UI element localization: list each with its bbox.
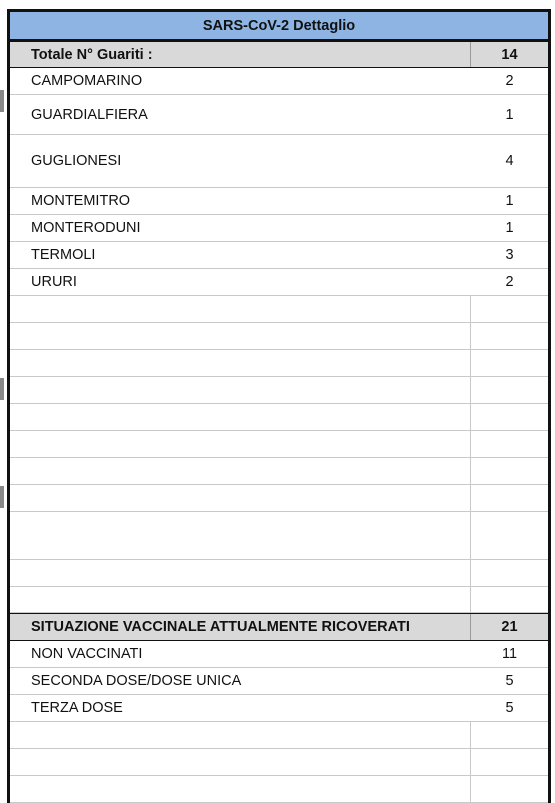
vaccination-header-row	[10, 613, 548, 641]
row-municipality: MONTEMITRO	[31, 193, 131, 209]
row-vaccination-status: SECONDA DOSE/DOSE UNICA	[31, 673, 242, 689]
table-row	[10, 641, 548, 668]
empty-row	[10, 404, 548, 431]
left-edge-mark	[0, 90, 4, 112]
table-row	[10, 668, 548, 695]
row-count: 1	[505, 106, 514, 123]
left-edge-mark	[0, 378, 4, 400]
row-count: 2	[505, 274, 514, 290]
row-municipality: URURI	[31, 274, 77, 290]
detail-table	[7, 9, 551, 803]
table-row	[10, 68, 548, 95]
table-row	[10, 242, 548, 269]
empty-row	[10, 722, 548, 749]
table-row	[10, 215, 548, 242]
empty-row	[10, 377, 548, 404]
row-municipality: CAMPOMARINO	[31, 73, 143, 89]
row-municipality: GUARDIALFIERA	[31, 106, 148, 123]
table-row	[10, 188, 548, 215]
empty-row	[10, 458, 548, 485]
row-count: 2	[505, 73, 514, 89]
empty-row	[10, 431, 548, 458]
recovered-header-value: 14	[501, 46, 518, 63]
row-count: 1	[505, 220, 514, 236]
row-municipality: TERMOLI	[31, 247, 96, 263]
empty-row	[10, 776, 548, 803]
empty-row	[10, 560, 548, 587]
row-count: 1	[505, 193, 514, 209]
recovered-header-label: Totale N° Guariti :	[10, 42, 471, 67]
table-row	[10, 269, 548, 296]
empty-row	[10, 587, 548, 613]
row-count: 3	[505, 247, 514, 263]
row-municipality: MONTERODUNI	[31, 220, 141, 236]
row-count: 5	[505, 700, 514, 716]
row-count: 11	[501, 646, 518, 662]
empty-row	[10, 485, 548, 512]
vaccination-header-label: SITUAZIONE VACCINALE ATTUALMENTE RICOVERATI	[10, 614, 471, 640]
empty-row	[10, 323, 548, 350]
row-count: 4	[505, 153, 514, 169]
empty-row	[10, 512, 548, 560]
row-vaccination-status: NON VACCINATI	[31, 646, 143, 662]
empty-row	[10, 749, 548, 776]
table-row	[10, 95, 548, 135]
table-row	[10, 135, 548, 188]
row-vaccination-status: TERZA DOSE	[31, 700, 123, 716]
table-title: SARS-CoV-2 Dettaglio	[10, 12, 548, 41]
row-count: 5	[505, 673, 514, 689]
empty-row	[10, 350, 548, 377]
left-edge-mark	[0, 486, 4, 508]
table-row	[10, 695, 548, 722]
empty-row	[10, 296, 548, 323]
vaccination-header-value: 21	[501, 619, 518, 635]
recovered-header-row	[10, 41, 548, 68]
row-municipality: GUGLIONESI	[31, 153, 122, 169]
